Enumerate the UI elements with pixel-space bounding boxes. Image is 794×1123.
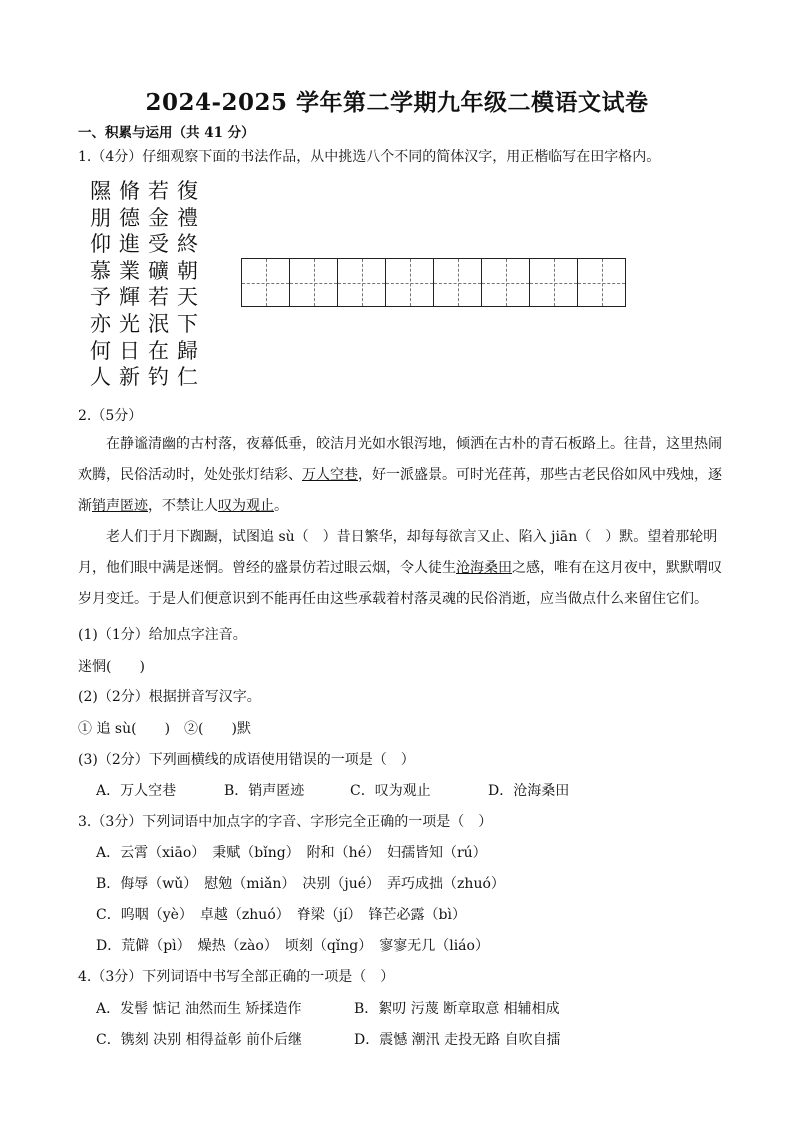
calligraphy-char: 進 <box>119 232 140 257</box>
calligraphy-char: 輝 <box>119 285 140 310</box>
calligraphy-char: 若 <box>148 285 169 310</box>
calligraphy-char: 人 <box>90 365 111 390</box>
sub-question-2-answer: ① 追 sù( ) ②( )默 <box>78 721 251 737</box>
exam-title: 2024-2025 学年第二学期九年级二模语文试卷 <box>145 89 649 116</box>
calligraphy-char: 仰 <box>90 232 111 257</box>
calligraphy-char: 下 <box>177 311 198 336</box>
sub-question-1-answer: 迷惘( ) <box>78 659 145 675</box>
option-d[interactable]: D．沧海桑田 <box>488 783 570 799</box>
calligraphy-char: 泯 <box>148 311 169 336</box>
calligraphy-char: 業 <box>119 258 140 283</box>
q3-option-b[interactable]: B．侮辱（wǔ） 慰勉（miǎn） 决别（jué） 弄巧成拙（zhuó） <box>96 876 505 892</box>
calligraphy-char: 受 <box>148 232 169 257</box>
q4-options-row-1 <box>96 998 560 1018</box>
grid-cell[interactable] <box>242 259 290 306</box>
calligraphy-char: 慕 <box>90 258 111 283</box>
calligraphy-char: 仁 <box>177 365 198 390</box>
question-3-stem: 3.（3分）下列词语中加点字的字音、字形完全正确的一项是（ ） <box>78 814 493 830</box>
q4-option-b[interactable]: B．絮叨 污蔑 断章取意 相辅相成 <box>354 1001 560 1017</box>
calligraphy-char: 脩 <box>119 179 140 203</box>
calligraphy-char: 終 <box>177 232 198 257</box>
calligraphy-artwork <box>86 178 202 391</box>
calligraphy-char: 朝 <box>177 258 198 283</box>
q3-option-a[interactable]: A．云霄（xiāo） 秉赋（bǐng） 附和（hé） 妇孺皆知（rú） <box>96 845 487 861</box>
sub-question-1: (1)（1分）给加点字注音。 <box>78 627 247 643</box>
grid-cell[interactable] <box>338 259 386 306</box>
grid-cell[interactable] <box>434 259 482 306</box>
idiom-underlined-4: 沧海桑田 <box>456 560 512 576</box>
q4-option-c[interactable]: C．镌刻 决别 相得益彰 前仆后继 <box>96 1032 303 1048</box>
calligraphy-char: 朋 <box>90 205 111 230</box>
calligraphy-char: 德 <box>119 205 140 230</box>
q3-option-d[interactable]: D．荒僻（pì） 燥热（zào） 顷刻（qǐng） 寥寥无几（liáo） <box>96 938 489 954</box>
tianzige-grid <box>241 258 626 307</box>
grid-cell[interactable] <box>578 259 625 306</box>
grid-cell[interactable] <box>482 259 530 306</box>
grid-cell[interactable] <box>530 259 578 306</box>
calligraphy-char: 新 <box>119 365 140 390</box>
calligraphy-char: 隰 <box>90 179 111 203</box>
sub-question-2: (2)（2分）根据拼音写汉字。 <box>78 689 261 705</box>
section-heading: 一、积累与运用（共 41 分） <box>78 125 255 141</box>
passage-paragraph-1: 在静谧清幽的古村落，夜幕低垂，皎洁月光如水银泻地，倾洒在古朴的青石板路上。往昔，这里热闹欢腾，民俗活动时，处处张灯结彩、万人空巷，好一派盛景。可时光荏苒，那些古老民俗如风中残烛，逐渐销声匿迹，不禁让人叹为观止。 <box>78 436 722 514</box>
calligraphy-char: 予 <box>90 285 111 310</box>
grid-cell[interactable] <box>386 259 434 306</box>
q4-option-d[interactable]: D．震憾 潮汛 走投无路 自吹自擂 <box>354 1032 561 1048</box>
idiom-underlined-3: 叹为观止 <box>218 498 274 514</box>
calligraphy-char: 礦 <box>148 258 169 283</box>
calligraphy-char: 天 <box>177 285 198 310</box>
calligraphy-char: 若 <box>148 179 169 203</box>
calligraphy-char: 钓 <box>148 365 169 390</box>
option-a[interactable]: A．万人空巷 <box>96 783 177 799</box>
question-1-stem: 1.（4分）仔细观察下面的书法作品，从中挑选八个不同的简体汉字，用正楷临写在田字格内。 <box>78 149 661 165</box>
calligraphy-char: 日 <box>119 338 140 363</box>
calligraphy-char: 光 <box>119 311 140 336</box>
passage <box>78 429 728 615</box>
idiom-underlined-2: 销声匿迹 <box>92 498 148 514</box>
idiom-underlined-1: 万人空巷 <box>302 467 358 483</box>
sub-question-3: (3)（2分）下列画横线的成语使用错误的一项是（ ） <box>78 752 415 768</box>
calligraphy-char: 在 <box>148 338 169 363</box>
question-2-stem: 2.（5分） <box>78 408 143 424</box>
calligraphy-char: 復 <box>177 179 198 203</box>
passage-paragraph-2: 老人们于月下踟蹰，试图追 sù（ ）昔日繁华，却每每欲言又止、陷入 jiān（ ）默。望着那轮明月，他们眼中满是迷惘。曾经的盛景仿若过眼云烟，令人徒生沧海桑田之感，唯有在这月夜中，默默喟叹岁月变迁。于是人们便意识到不能再任由这些承载着村落灵魂的民俗消逝，应当做点什么来留住它们。 <box>78 529 722 607</box>
calligraphy-char: 歸 <box>177 338 198 363</box>
grid-cell[interactable] <box>290 259 338 306</box>
option-b[interactable]: B．销声匿迹 <box>224 783 305 799</box>
calligraphy-char: 金 <box>148 205 169 230</box>
calligraphy-char: 亦 <box>90 311 111 336</box>
question-4-stem: 4.（3分）下列词语中书写全部正确的一项是（ ） <box>78 969 395 985</box>
q3-option-c[interactable]: C．呜咽（yè） 卓越（zhuó） 脊梁（jí） 锋芒必露（bì） <box>96 907 467 923</box>
sub-question-3-options <box>96 780 569 800</box>
calligraphy-char: 何 <box>90 338 111 363</box>
q4-option-a[interactable]: A．发髻 惦记 油然而生 矫揉造作 <box>96 1001 302 1017</box>
calligraphy-char: 禮 <box>177 205 198 230</box>
q4-options-row-2 <box>96 1029 561 1049</box>
option-c[interactable]: C．叹为观止 <box>350 783 431 799</box>
